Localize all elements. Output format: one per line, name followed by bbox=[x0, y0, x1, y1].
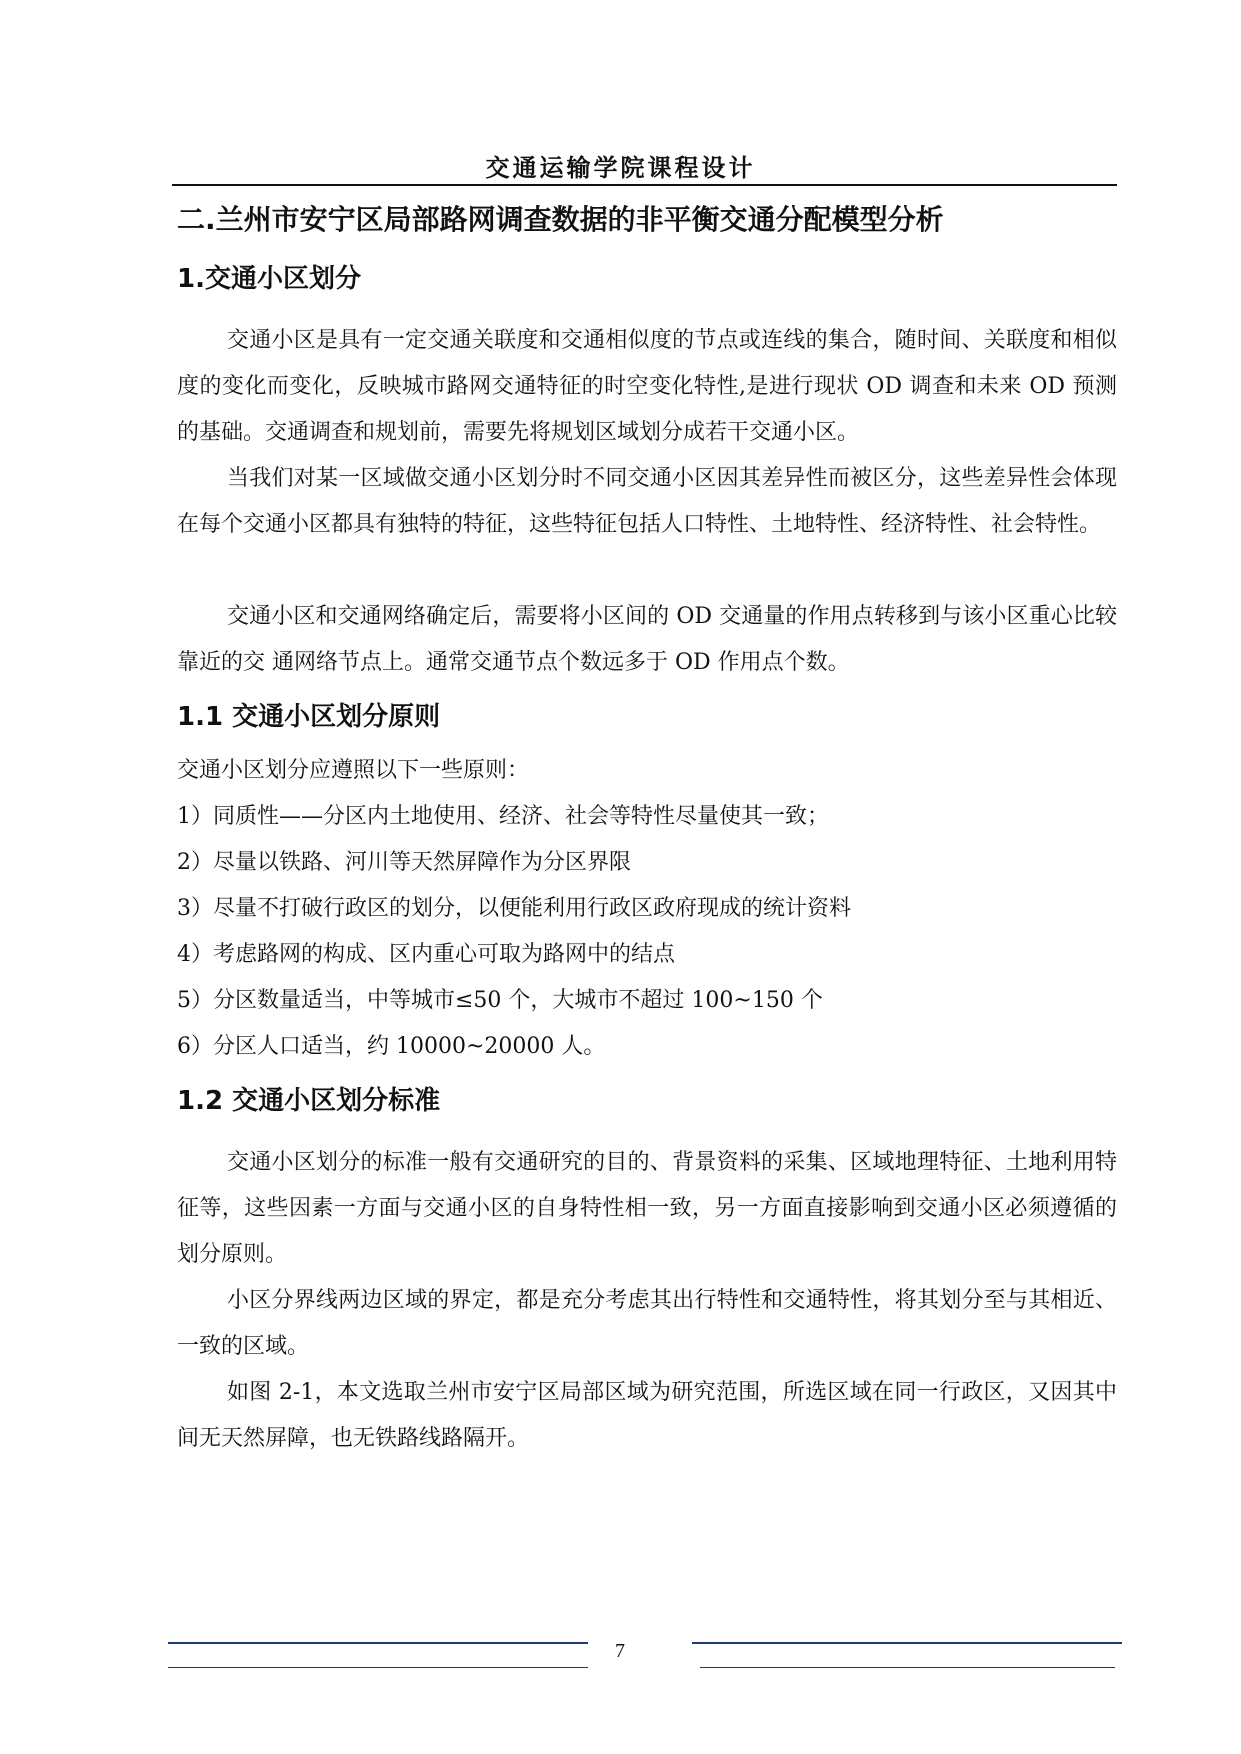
paragraph: 交通小区划分的标准一般有交通研究的目的、背景资料的采集、区域地理特征、土地利用特征等，这些因素一方面与交通小区的自身特性相一致，另一方面直接影响到交通小区必须遵循的划分原则。 bbox=[177, 1150, 1117, 1267]
subsection-heading-1-1: 1.1 交通小区划分原则 bbox=[177, 702, 441, 732]
paragraph: 如图 2-1，本文选取兰州市安宁区局部区域为研究范围，所选区域在同一行政区，又因其中间无天然屏障，也无铁路线路隔开。 bbox=[177, 1380, 1117, 1451]
paragraph: 当我们对某一区域做交通小区划分时不同交通小区因其差异性而被区分，这些差异性会体现在每个交通小区都具有独特的特征，这些特征包括人口特性、土地特性、经济特性、社会特性。 bbox=[177, 466, 1117, 537]
footer-rule-right-bottom bbox=[700, 1667, 1115, 1668]
principle-item: 5）分区数量适当，中等城市≤50 个，大城市不超过 100~150 个 bbox=[177, 988, 823, 1013]
section-title: 二.兰州市安宁区局部路网调查数据的非平衡交通分配模型分析 bbox=[177, 203, 944, 236]
page-header-rule bbox=[172, 184, 1117, 186]
subsection-heading-1-2: 1.2 交通小区划分标准 bbox=[177, 1086, 441, 1116]
principle-item: 6）分区人口适当，约 10000~20000 人。 bbox=[177, 1034, 606, 1059]
footer-rule-left-top bbox=[168, 1642, 588, 1644]
paragraph: 交通小区是具有一定交通关联度和交通相似度的节点或连线的集合，随时间、关联度和相似度的变化而变化，反映城市路网交通特征的时空变化特性,是进行现状 OD 调查和未来 OD 预测的基础。交通调查和规划前，需要先将规划区域划分成若干交通小区。 bbox=[177, 328, 1117, 445]
principle-item: 1）同质性——分区内土地使用、经济、社会等特性尽量使其一致； bbox=[177, 804, 829, 829]
paragraph: 小区分界线两边区域的界定，都是充分考虑其出行特性和交通特性，将其划分至与其相近、一致的区域。 bbox=[177, 1288, 1117, 1359]
footer-rule-right-top bbox=[692, 1642, 1122, 1644]
principles-intro: 交通小区划分应遵照以下一些原则： bbox=[177, 758, 530, 783]
footer-rule-left-bottom bbox=[168, 1667, 588, 1668]
page-header-title: 交通运输学院课程设计 bbox=[485, 154, 756, 182]
paragraph: 交通小区和交通网络确定后，需要将小区间的 OD 交通量的作用点转移到与该小区重心比较靠近的交 通网络节点上。通常交通节点个数远多于 OD 作用点个数。 bbox=[177, 604, 1117, 675]
principle-item: 2）尽量以铁路、河川等天然屏障作为分区界限 bbox=[177, 850, 631, 875]
page-number: 7 bbox=[615, 1640, 625, 1662]
principle-item: 3）尽量不打破行政区的划分，以便能利用行政区政府现成的统计资料 bbox=[177, 896, 851, 921]
principle-item: 4）考虑路网的构成、区内重心可取为路网中的结点 bbox=[177, 942, 675, 967]
subsection-heading-1: 1.交通小区划分 bbox=[177, 264, 361, 294]
